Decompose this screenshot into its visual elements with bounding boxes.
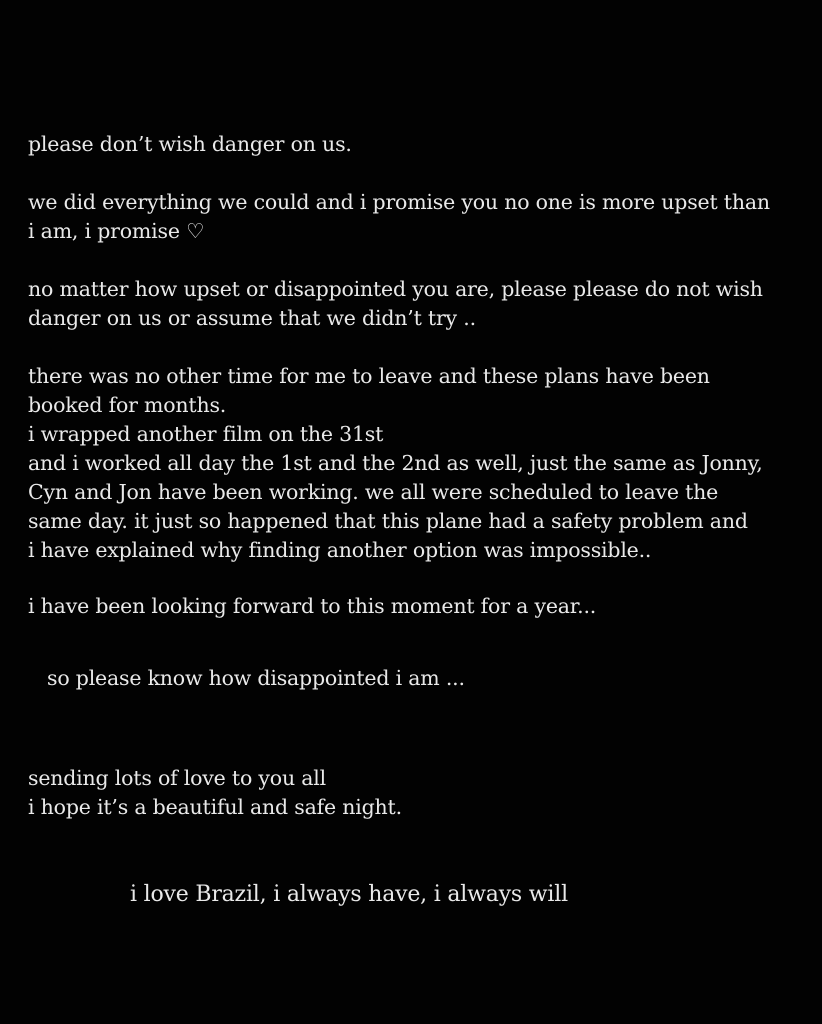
closing-line: i love Brazil, i always have, i always will bbox=[130, 882, 568, 907]
text-line-13: i have been looking forward to this moment for a year... bbox=[28, 594, 597, 618]
text-line-2: we did everything we could and i promise you no one is more upset than bbox=[28, 190, 770, 214]
text-line-12: i have explained why finding another option was impossible.. bbox=[28, 538, 652, 562]
text-line-9: and i worked all day the 1st and the 2nd as well, just the same as Jonny, bbox=[28, 451, 763, 475]
text-line-3: i am, i promise ♡ bbox=[28, 219, 205, 243]
text-line-8: i wrapped another film on the 31st bbox=[28, 422, 384, 446]
text-line-15: sending lots of love to you all bbox=[28, 766, 326, 790]
text-line-1: please don’t wish danger on us. bbox=[28, 132, 352, 156]
text-line-16: i hope it’s a beautiful and safe night. bbox=[28, 795, 402, 819]
text-line-7: booked for months. bbox=[28, 393, 227, 417]
text-line-5: danger on us or assume that we didn’t try .. bbox=[28, 306, 476, 330]
text-line-6: there was no other time for me to leave and these plans have been bbox=[28, 364, 710, 388]
text-line-4: no matter how upset or disappointed you are, please please do not wish bbox=[28, 277, 763, 301]
text-line-11: same day. it just so happened that this plane had a safety problem and bbox=[28, 509, 748, 533]
text-line-10: Cyn and Jon have been working. we all were scheduled to leave the bbox=[28, 480, 719, 504]
text-line-14: so please know how disappointed i am ... bbox=[47, 666, 465, 690]
